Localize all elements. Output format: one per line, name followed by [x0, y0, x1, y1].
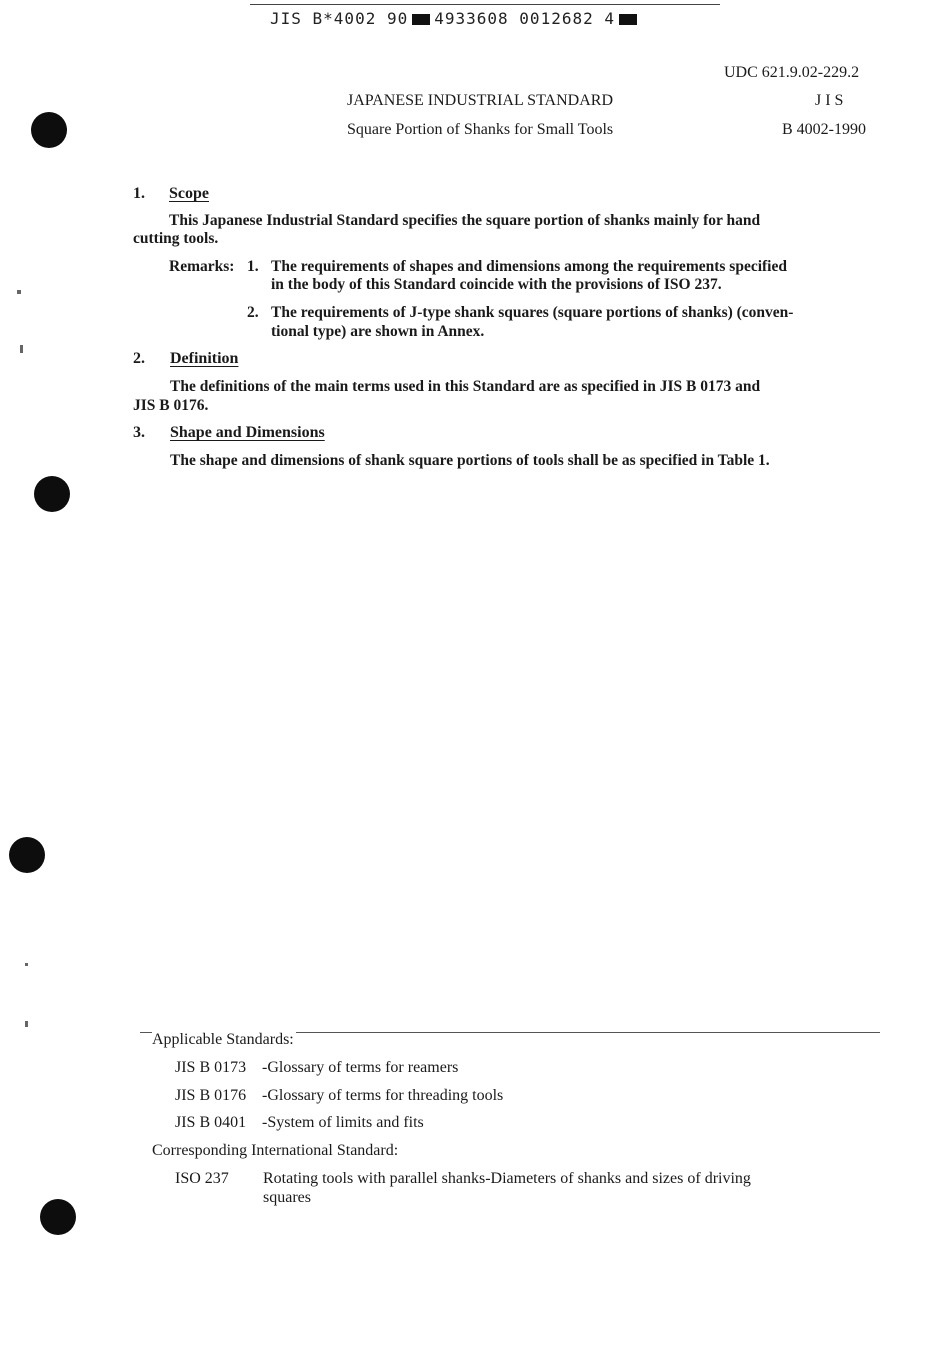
applicable-2-desc: -Glossary of terms for threading tools: [262, 1087, 504, 1104]
international-desc-line-1: Rotating tools with parallel shanks-Diameters of shanks and sizes of driving: [263, 1170, 751, 1187]
section-1-number: 1.: [133, 185, 145, 202]
section-1-title: Scope: [169, 185, 209, 202]
standard-number: B 4002-1990: [782, 121, 866, 138]
remarks-label: Remarks:: [169, 258, 235, 275]
section-2-text-line-1: The definitions of the main terms used in this Standard are as specified in JIS B 0173 and: [170, 378, 761, 395]
punch-hole-2: [34, 476, 70, 512]
punch-hole-3: [9, 837, 45, 873]
applicable-1-desc: -Glossary of terms for reamers: [262, 1059, 459, 1076]
section-1-text-line-2: cutting tools.: [133, 230, 219, 247]
section-3-number: 3.: [133, 424, 145, 441]
remark-2-number: 2.: [247, 304, 259, 321]
remark-2-line-1: The requirements of J-type shank squares (square portions of shanks) (conven-: [271, 304, 794, 321]
udc-number: UDC 621.9.02-229.2: [724, 64, 860, 81]
top-border-line: [250, 4, 720, 5]
code-block-mark-1: [412, 14, 430, 25]
scan-speck: [17, 290, 21, 294]
remark-2-line-2: tional type) are shown in Annex.: [271, 323, 485, 340]
document-title: Square Portion of Shanks for Small Tools: [347, 121, 614, 138]
applicable-1-code: JIS B 0173: [175, 1059, 247, 1076]
applicable-2-code: JIS B 0176: [175, 1087, 247, 1104]
applicable-3-desc: -System of limits and fits: [262, 1114, 424, 1131]
scan-speck: [25, 1021, 28, 1027]
scan-speck: [20, 345, 23, 353]
code-block-mark-2: [619, 14, 637, 25]
standard-org-title: JAPANESE INDUSTRIAL STANDARD: [347, 92, 613, 109]
international-code: ISO 237: [175, 1170, 229, 1187]
international-desc-line-2: squares: [263, 1189, 311, 1206]
section-2-text-line-2: JIS B 0176.: [133, 397, 209, 414]
section-2-title: Definition: [170, 350, 239, 367]
scan-speck: [25, 963, 28, 966]
section-3-title: Shape and Dimensions: [170, 424, 325, 441]
applicable-standards-label: Applicable Standards:: [152, 1031, 294, 1048]
remark-1-line-2: in the body of this Standard coincide with the provisions of ISO 237.: [271, 276, 722, 293]
punch-hole-4: [40, 1199, 76, 1235]
document-code-line: [270, 9, 641, 28]
remark-1-number: 1.: [247, 258, 259, 275]
remark-1-line-1: The requirements of shapes and dimensions among the requirements specified: [271, 258, 787, 275]
code-line-left: JIS B*4002 90: [270, 9, 409, 28]
section-3-text: The shape and dimensions of shank square portions of tools shall be as specified in Table 1.: [170, 452, 770, 469]
section-2-number: 2.: [133, 350, 145, 367]
international-standard-label: Corresponding International Standard:: [152, 1142, 399, 1159]
code-line-mid: 4933608 0012682 4: [434, 9, 615, 28]
applicable-3-code: JIS B 0401: [175, 1114, 247, 1131]
jis-label: J I S: [815, 92, 844, 109]
punch-hole-1: [31, 112, 67, 148]
section-1-text-line-1: This Japanese Industrial Standard specifies the square portion of shanks mainly for hand: [169, 212, 761, 229]
